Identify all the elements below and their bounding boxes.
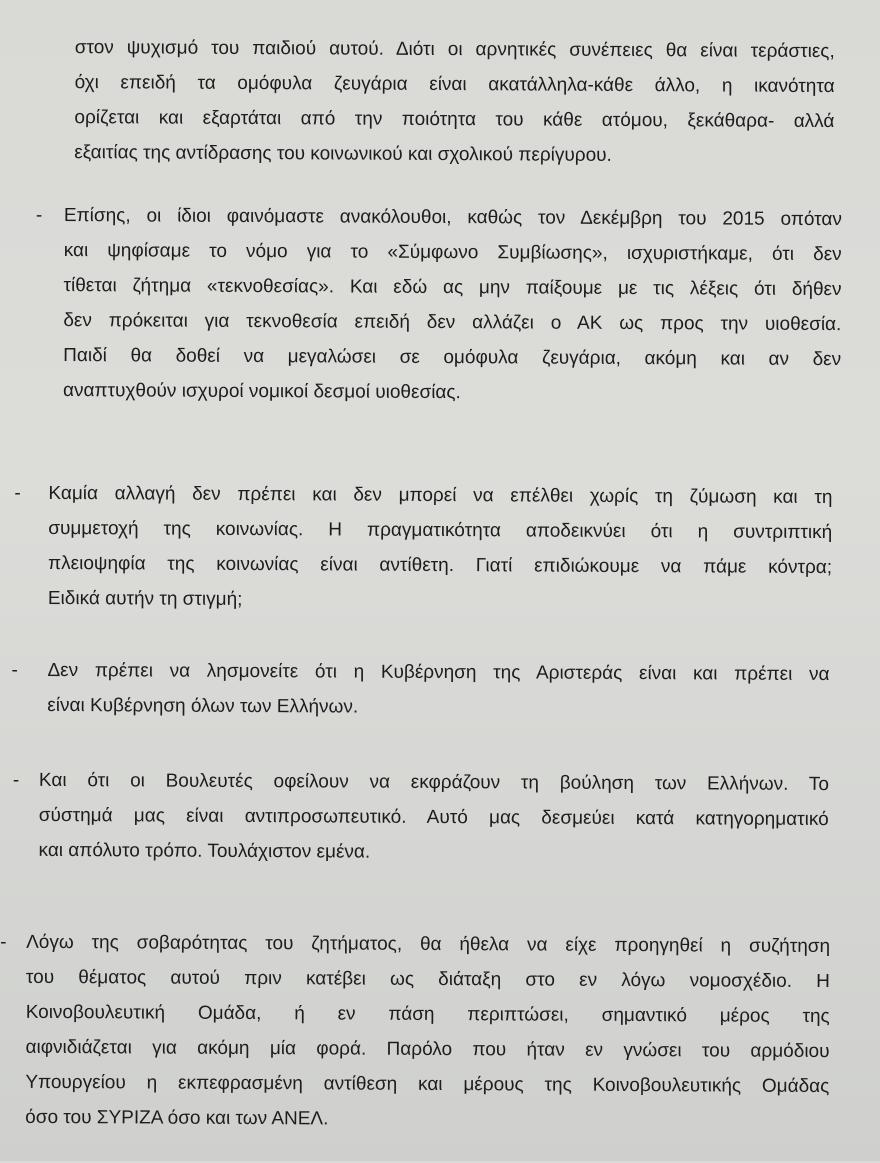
- bullet-paragraph-4: [0, 653, 880, 728]
- bullet-dash: -: [14, 482, 21, 504]
- bullet-dash: -: [0, 931, 7, 953]
- paragraph-text: [63, 198, 842, 412]
- text-line: συμμετοχή της κοινωνίας. Η πραγματικότητα αποδεικνύει ότι η συντριπτική: [48, 517, 833, 544]
- bullet-dash: -: [12, 769, 20, 791]
- text-line: Λόγω της σοβαρότητας του ζητήματος, θα ήθελα να είχε προηγηθεί η συζήτηση: [26, 931, 831, 958]
- paragraph-text: [74, 30, 835, 174]
- bullet-dash: -: [11, 659, 18, 681]
- bullet-paragraph-6: [0, 925, 878, 1140]
- text-line: όσο του ΣΥΡΙΖΑ όσο και των ΑΝΕΛ.: [25, 1106, 329, 1130]
- text-line: Καμία αλλαγή δεν πρέπει και δεν μπορεί να επέλθει χωρίς τη ζύμωση και τη: [48, 482, 833, 509]
- text-line: και απόλυτο τρόπο. Τουλάχιστον εμένα.: [38, 839, 371, 863]
- bullet-dash: -: [35, 204, 43, 226]
- text-line: όχι επειδή τα ομόφυλα ζευγάρια είναι ακατάλληλα-κάθε άλλο, η ικανότητα: [74, 72, 835, 98]
- text-line: του θέματος αυτού πριν κατέβει ως διάταξη στο εν λόγω νομοσχέδιο. Η: [25, 966, 830, 993]
- text-line: Ειδικά αυτήν τη στιγμή;: [47, 587, 243, 610]
- paragraph-text: [47, 653, 829, 727]
- bullet-paragraph-3: [0, 476, 880, 621]
- text-line: στον ψυχισμό του παιδιού αυτού. Διότι οι αρνητικές συνέπειες θα είναι τεράστιες,: [74, 37, 835, 63]
- text-line: αιφνιδιάζεται για ακόμη μία φορά. Παρόλο που ήταν εν γνώσει του αρμόδιου: [25, 1036, 830, 1063]
- text-line: και ψηφίσαμε το νόμο για το «Σύμφωνο Συμβίωσης», ισχυριστήκαμε, ότι δεν: [63, 240, 842, 266]
- text-line: Παιδί θα δοθεί να μεγαλώσει σε ομόφυλα ζευγάρια, ακόμη και αν δεν: [63, 345, 842, 371]
- text-line: σύστημά μας είναι αντιπροσωπευτικό. Αυτό μας δεσμεύει κατά κατηγορηματικό: [38, 804, 829, 831]
- bullet-paragraph-5: [0, 763, 879, 873]
- text-line: Δεν πρέπει να λησμονείτε ότι η Κυβέρνηση της Αριστεράς είναι και πρέπει να: [47, 659, 830, 686]
- text-line: Και ότι οι Βουλευτές οφείλουν να εκφράζουν τη βούληση των Ελλήνων. Το: [38, 769, 829, 796]
- paragraph-text: [25, 925, 830, 1139]
- paragraph-text: [48, 476, 833, 620]
- text-line: δεν πρόκειται για τεκνοθεσία επειδή δεν αλλάζει ο ΑΚ ως προς την υιοθεσία.: [63, 310, 842, 336]
- text-line: Κοινοβουλευτική Ομάδα, ή εν πάση περιπτώσει, σημαντικό μέρος της: [25, 1001, 830, 1028]
- bullet-paragraph-2: [1, 198, 880, 413]
- text-line: αναπτυχθούν ισχυροί νομικοί δεσμοί υιοθεσίας.: [62, 380, 461, 404]
- text-line: ορίζεται και εξαρτάται από την ποιότητα του κάθε ατόμου, ξεκάθαρα- αλλά: [74, 107, 835, 133]
- text-line: εξαιτίας της αντίδρασης του κοινωνικού και σχολικού περίγυρου.: [74, 142, 612, 166]
- text-line: Επίσης, οι ίδιοι φαινόμαστε ανακόλουθοι, καθώς τον Δεκέμβρη του 2015 οπόταν: [63, 205, 842, 231]
- paragraph-text: [38, 763, 829, 872]
- text-line: τίθεται ζήτημα «τεκνοθεσίας». Και εδώ ας μην παίξουμε με τις λέξεις ότι δήθεν: [63, 275, 842, 301]
- text-line: Υπουργείου η εκπεφρασμένη αντίθεση και μέρους της Κοινοβουλευτικής Ομάδας: [25, 1071, 830, 1098]
- paragraph-1: [2, 30, 880, 175]
- text-line: είναι Κυβέρνηση όλων των Ελλήνων.: [47, 694, 359, 718]
- text-line: πλειοψηφία της κοινωνίας είναι αντίθετη. Γιατί επιδιώκουμε να πάμε κόντρα;: [48, 552, 833, 579]
